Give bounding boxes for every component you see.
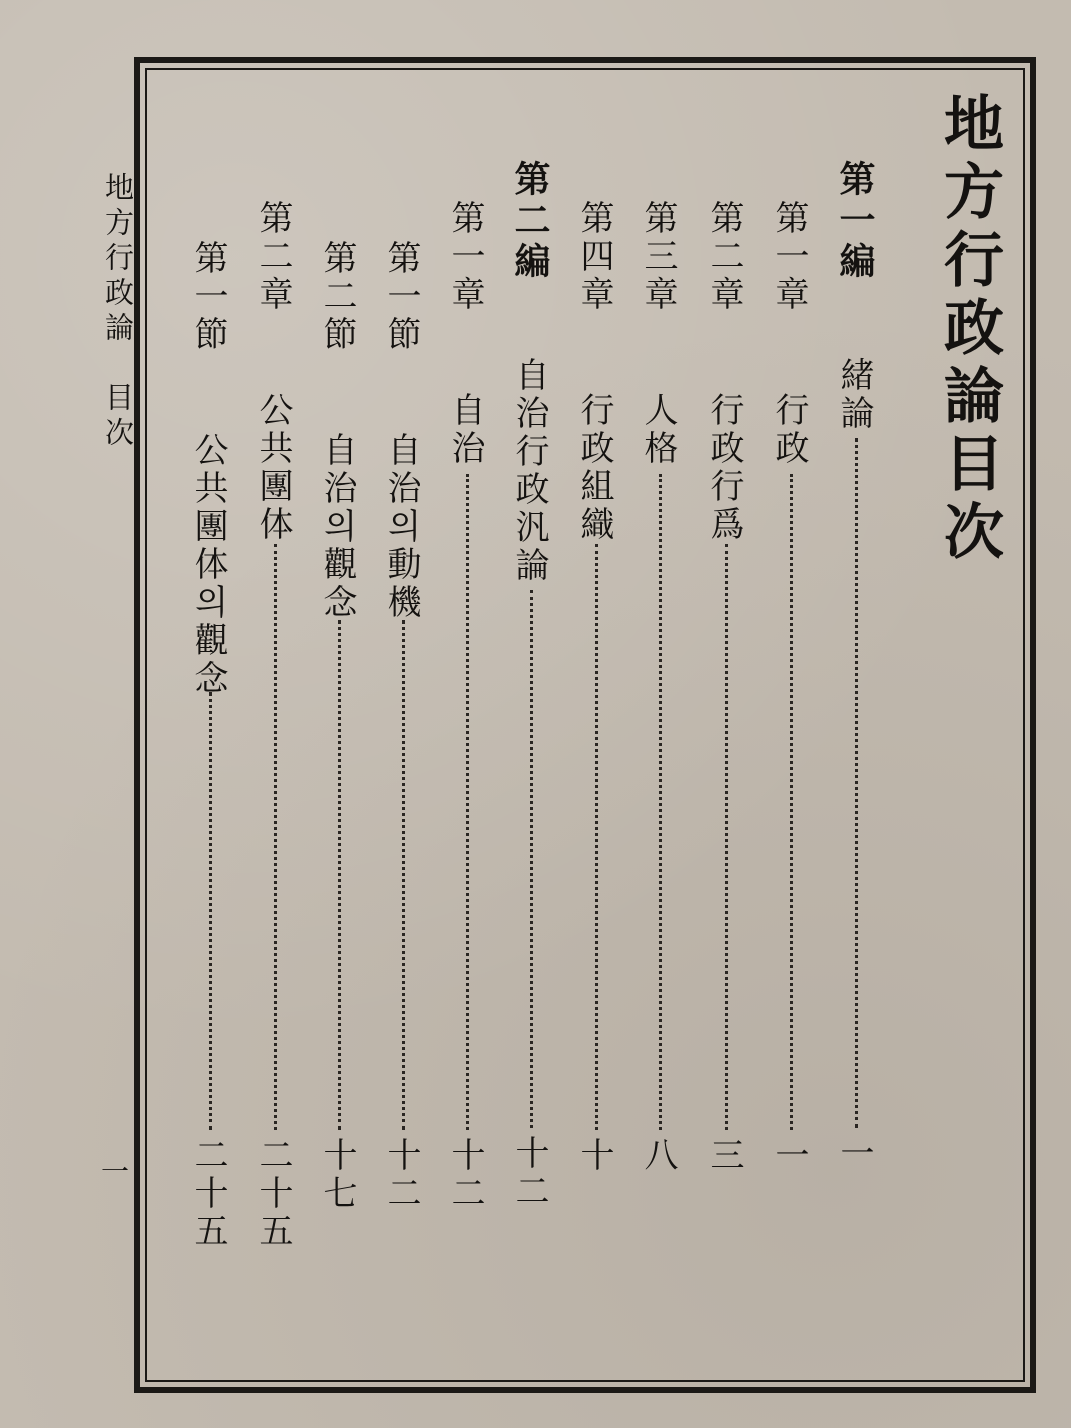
toc-entry-title: 緒論 <box>834 357 874 433</box>
toc-entry-label: 第一節 <box>381 240 421 354</box>
page-title: 地方行政論目次 <box>934 92 1004 568</box>
toc-entry-page: 八 <box>638 1137 678 1175</box>
toc-entry-label: 第二編 <box>509 160 551 283</box>
toc-entry[interactable] <box>187 240 237 1350</box>
toc-entry-leader <box>209 692 212 1130</box>
toc-entry[interactable] <box>703 200 753 1310</box>
toc-entry-title: 自治의觀念 <box>317 432 357 622</box>
toc-entry[interactable] <box>508 160 558 1270</box>
toc-entry-page: 十七 <box>317 1137 357 1213</box>
toc-entry-title: 公共團体 <box>253 392 293 544</box>
toc-entry-page: 十二 <box>509 1135 549 1211</box>
toc-entry[interactable] <box>573 200 623 1310</box>
toc-entry-title: 自治 <box>445 392 485 468</box>
toc-entry-leader <box>659 474 662 1130</box>
toc-entry-title: 人格 <box>638 392 678 468</box>
toc-entry-label: 第一章 <box>769 200 809 314</box>
toc-entry[interactable] <box>380 240 430 1350</box>
toc-entry-label: 第一章 <box>445 200 485 314</box>
toc-entry-leader <box>790 474 793 1130</box>
page-number: 一 <box>101 1155 130 1188</box>
toc-entry-page: 十二 <box>445 1137 485 1213</box>
toc-entry-label: 第二章 <box>253 200 293 314</box>
toc-entry-title: 行政組織 <box>574 392 614 544</box>
running-head: 地方行政論 目次 <box>101 172 135 452</box>
toc-entry-page: 一 <box>769 1137 809 1175</box>
toc-entry-title: 自治行政汎論 <box>509 357 549 585</box>
toc-entry[interactable] <box>833 160 883 1270</box>
toc-entry-page: 十 <box>574 1137 614 1175</box>
toc-entry-label: 第二節 <box>317 240 357 354</box>
toc-entry-leader <box>338 620 341 1130</box>
toc-entry-label: 第三章 <box>638 200 678 314</box>
toc-entry-label: 第一節 <box>188 240 228 354</box>
toc-entry-page: 二十五 <box>188 1137 228 1251</box>
toc-entry-leader <box>402 620 405 1130</box>
toc-entry-title: 行政行爲 <box>704 392 744 544</box>
toc-entry[interactable] <box>252 200 302 1310</box>
toc-entry-leader <box>530 590 533 1128</box>
toc-entry-title: 自治의動機 <box>381 432 421 622</box>
toc-entry-leader <box>725 544 728 1130</box>
toc-entry-page: 二十五 <box>253 1137 293 1251</box>
toc-entry[interactable] <box>637 200 687 1310</box>
toc-entry-label: 第二章 <box>704 200 744 314</box>
toc-entry-page: 三 <box>704 1137 744 1175</box>
toc-entry-title: 公共團体의觀念 <box>188 432 228 698</box>
toc-entry-leader <box>466 474 469 1130</box>
toc-entry-label: 第四章 <box>574 200 614 314</box>
toc-entry-leader <box>595 544 598 1130</box>
toc-entry[interactable] <box>444 200 494 1310</box>
toc-entry[interactable] <box>768 200 818 1310</box>
toc-entry-page: 十二 <box>381 1137 421 1213</box>
toc-entry-page: 一 <box>834 1135 874 1173</box>
toc-entry-leader <box>855 438 858 1128</box>
toc-entry[interactable] <box>316 240 366 1350</box>
toc-entry-title: 行政 <box>769 392 809 468</box>
toc-entry-leader <box>274 544 277 1130</box>
toc-entry-label: 第一編 <box>834 160 876 283</box>
